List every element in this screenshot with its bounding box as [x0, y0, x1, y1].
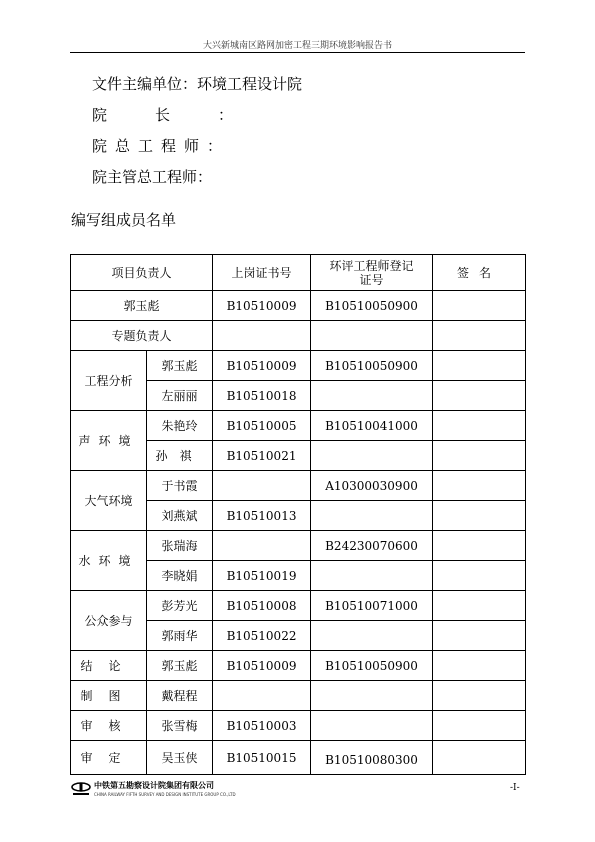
table-row [71, 291, 526, 321]
table-row [71, 411, 526, 441]
cell-cert: B10510018 [213, 381, 311, 411]
cell-reg: B10510041000 [311, 411, 433, 441]
dean-label: 院长： [92, 106, 282, 124]
cell-role-label: 审定 [71, 741, 147, 775]
cell-reg [311, 711, 433, 741]
cell-reg [311, 321, 433, 351]
cell-group-label: 水环境 [71, 531, 147, 591]
cell-signature [433, 711, 526, 741]
cell-cert: B10510009 [213, 291, 311, 321]
cell-cert: B10510021 [213, 441, 311, 471]
cell-reg [311, 441, 433, 471]
cell-cert: B10510009 [213, 351, 311, 381]
cell-name: 张瑞海 [147, 531, 213, 561]
cell-cert: B10510019 [213, 561, 311, 591]
lead-unit-label: 文件主编单位： [92, 75, 198, 93]
table-row [71, 321, 526, 351]
cell-cert [213, 471, 311, 501]
cell-signature [433, 321, 526, 351]
table-row [71, 681, 526, 711]
cell-name: 左丽丽 [147, 381, 213, 411]
logo-main-text: 中铁第五勘察设计院集团有限公司 [94, 781, 214, 790]
section-title: 编写组成员名单 [71, 211, 177, 229]
chief-engineer-line [92, 135, 230, 156]
cell-reg [311, 681, 433, 711]
cell-reg [311, 381, 433, 411]
cell-name: 李晓娟 [147, 561, 213, 591]
page-number: -I- [510, 783, 520, 793]
header-project-leader: 项目负责人 [71, 255, 213, 291]
cell-group-label: 工程分析 [71, 351, 147, 411]
table-row [71, 651, 526, 681]
cell-cert [213, 321, 311, 351]
table-row [71, 351, 526, 381]
header-signature: 签名 [433, 255, 526, 291]
cell-name: 郭玉彪 [147, 651, 213, 681]
supervising-engineer-label: 院主管总工程师： [92, 168, 213, 186]
cell-signature [433, 471, 526, 501]
chief-engineer-label: 院总工程师： [92, 137, 231, 155]
cell-cert [213, 531, 311, 561]
cell-reg: B10510080300 [311, 741, 433, 775]
lead-unit-value: 环境工程设计院 [197, 75, 303, 93]
cell-signature [433, 501, 526, 531]
cell-name: 戴程程 [147, 681, 213, 711]
cell-reg: B10510071000 [311, 591, 433, 621]
cell-signature [433, 561, 526, 591]
cell-signature [433, 651, 526, 681]
cell-signature [433, 531, 526, 561]
cell-cert: B10510013 [213, 501, 311, 531]
cell-reg [311, 561, 433, 591]
cell-name: 于书霞 [147, 471, 213, 501]
cell-signature [433, 621, 526, 651]
cell-reg: B10510050900 [311, 651, 433, 681]
cell-name: 郭雨华 [147, 621, 213, 651]
cell-role-label: 审核 [71, 711, 147, 741]
cell-name: 吴玉侠 [147, 741, 213, 775]
header-title: 大兴新城南区路网加密工程三期环境影响报告书 [202, 41, 392, 51]
logo-sub-text: CHINA RAILWAY FIFTH SURVEY AND DESIGN INSTITUTE GROUP CO.,LTD [94, 792, 236, 797]
table-header-row [71, 255, 526, 291]
cell-cert: B10510005 [213, 411, 311, 441]
cell-reg: B10510050900 [311, 291, 433, 321]
cell-name: 朱艳玲 [147, 411, 213, 441]
cell-group-label: 声环境 [71, 411, 147, 471]
cell-cert: B10510015 [213, 741, 311, 775]
cell-reg: B10510050900 [311, 351, 433, 381]
company-logo [70, 780, 240, 802]
cell-name: 彭芳光 [147, 591, 213, 621]
header-divider [70, 52, 525, 53]
table-row [71, 471, 526, 501]
supervising-engineer-line [92, 166, 212, 187]
cell-cert: B10510003 [213, 711, 311, 741]
cell-group-label: 公众参与 [71, 591, 147, 651]
cell-name: 张雪梅 [147, 711, 213, 741]
lead-unit-line [92, 73, 302, 94]
table-row [71, 531, 526, 561]
cell-cert: B10510008 [213, 591, 311, 621]
header-cert-no: 上岗证书号 [213, 255, 311, 291]
cell-cert: B10510009 [213, 651, 311, 681]
railway-logo-icon [70, 781, 92, 797]
header-reg-no: 环评工程师登记证号 [311, 255, 433, 291]
cell-group-label: 大气环境 [71, 471, 147, 531]
cell-signature [433, 741, 526, 775]
cell-reg: B24230070600 [311, 531, 433, 561]
cell-signature [433, 681, 526, 711]
cell-role-label: 结论 [71, 651, 147, 681]
cell-name: 孙祺 [147, 441, 213, 471]
staff-table [70, 254, 526, 775]
dean-line [92, 104, 281, 125]
cell-cert [213, 681, 311, 711]
cell-reg [311, 501, 433, 531]
cell-reg [311, 621, 433, 651]
cell-signature [433, 441, 526, 471]
cell-signature [433, 591, 526, 621]
cell-cert: B10510022 [213, 621, 311, 651]
cell-name: 郭玉彪 [71, 291, 213, 321]
cell-reg: A10300030900 [311, 471, 433, 501]
cell-topic-leader-label: 专题负责人 [71, 321, 213, 351]
table-row [71, 741, 526, 775]
table-row [71, 711, 526, 741]
cell-signature [433, 411, 526, 441]
cell-signature [433, 381, 526, 411]
cell-signature [433, 351, 526, 381]
cell-name: 郭玉彪 [147, 351, 213, 381]
cell-name: 刘燕斌 [147, 501, 213, 531]
cell-signature [433, 291, 526, 321]
table-row [71, 591, 526, 621]
cell-role-label: 制图 [71, 681, 147, 711]
